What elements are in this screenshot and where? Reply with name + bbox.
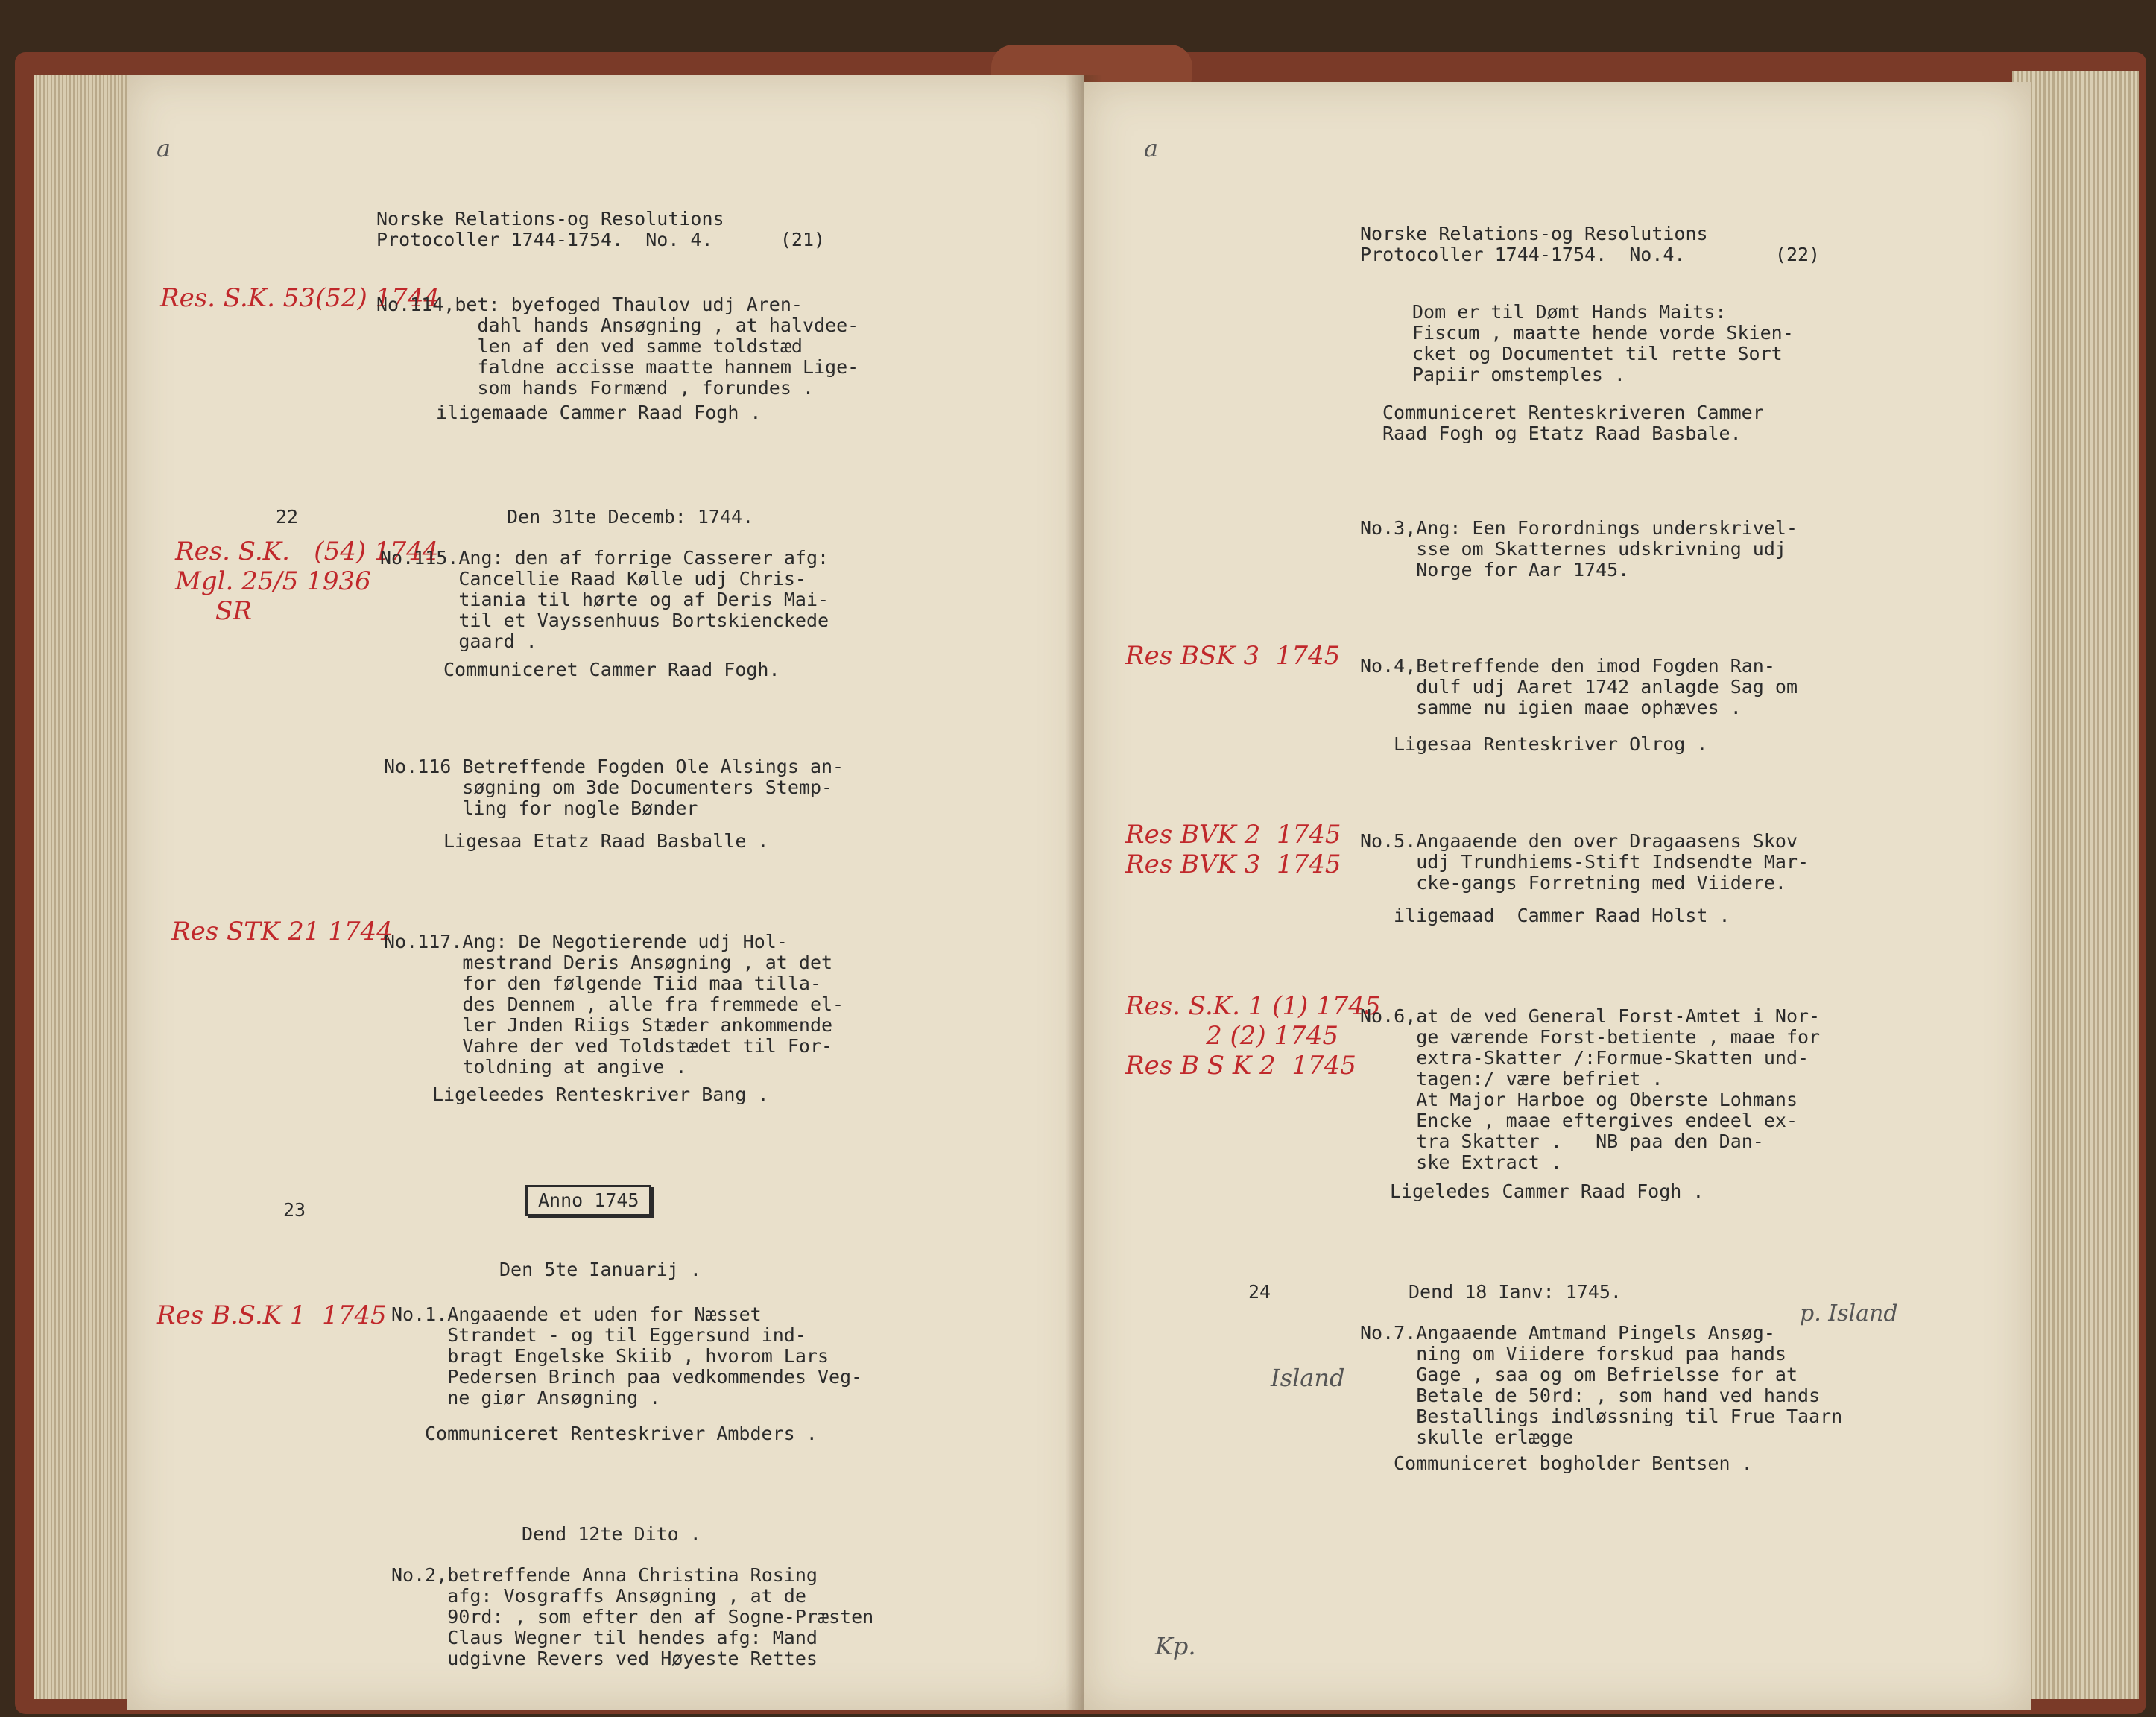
margin-reference: Res. S.K. (54) 1744 Mgl. 25/5 1936 SR	[175, 537, 439, 626]
date-heading: Dend 12te Dito .	[522, 1523, 701, 1545]
entry-text: No.4,Betreffende den imod Fogden Ran- dulf udj Aaret 1742 anlagde Sag om samme nu igien maae ophæves .	[1360, 655, 1798, 718]
margin-reference: Res. S.K. 1 (1) 1745 2 (2) 1745 Res B S K 2 1745	[1125, 991, 1381, 1081]
margin-reference: Res B.S.K 1 1745	[157, 1300, 387, 1330]
entry-text: No.1.Angaaende et uden for Næsset Strandet - og til Eggersund ind- bragt Engelske Skiib , hvorom Lars Pedersen Brinch paa vedkommendes Veg- ne giør Ansøgning .	[391, 1303, 863, 1408]
entry-text: No.114,bet: byefoged Thaulov udj Aren- dahl hands Ansøgning , at halvdee- len af den ved samme toldstæd faldne accisse maatte hannem Lige- som hands Formænd , forundes .	[376, 294, 859, 399]
page-number: 23	[283, 1199, 306, 1221]
entry-note: Communiceret bogholder Bentsen .	[1394, 1452, 1753, 1474]
page-header: Norske Relations-og Resolutions Protocoller 1744-1754. No.4. (22)	[1360, 223, 1821, 265]
entry-text: No.5.Angaaende den over Dragaasens Skov udj Trundhiems-Stift Indsendte Mar- cke-gangs Forretning med Viidere.	[1360, 830, 1809, 894]
left-page-edges	[34, 75, 138, 1699]
page-header: Norske Relations-og Resolutions Protocoller 1744-1754. No. 4. (21)	[376, 208, 826, 250]
entry-note: iligemaad Cammer Raad Holst .	[1394, 905, 1730, 926]
right-page-edges	[2012, 71, 2139, 1699]
entry-note: Communiceret Cammer Raad Fogh.	[443, 659, 780, 680]
entry-note: Ligesaa Renteskriver Olrog .	[1394, 733, 1708, 755]
continuation-text: Dom er til Dømt Hands Maits: Fiscum , maatte hende vorde Skien- cket og Documentet til rette Sort Papiir omstemples .	[1412, 301, 1794, 385]
margin-reference: Res. S.K. 53(52) 1744	[160, 283, 440, 313]
entry-note: iligemaade Cammer Raad Fogh .	[436, 402, 762, 423]
entry-text: No.7.Angaaende Amtmand Pingels Ansøg- ning om Viidere forskud paa hands Gage , saa og om Befrielsse for at Betale de 50rd: , som hand ved hands Bestallings indløssning til Frue Taarn skulle erlægge	[1360, 1322, 1843, 1448]
entry-note: Ligeledes Cammer Raad Fogh .	[1390, 1180, 1704, 1202]
entry-note: Communiceret Renteskriver Ambders .	[425, 1423, 818, 1444]
entry-text: No.116 Betreffende Fogden Ole Alsings an- søgning om 3de Documenters Stemp- ling for nogle Bønder	[384, 756, 844, 819]
margin-reference: Island	[1271, 1364, 1345, 1392]
margin-reference: Res BVK 2 1745 Res BVK 3 1745	[1125, 820, 1341, 879]
margin-reference: Res STK 21 1744	[171, 917, 393, 946]
entry-text: No.6,at de ved General Forst-Amtet i Nor- ge værende Forst-betiente , maae for extra-Skatter /:Formue-Skatten und- tagen:/ være befriet . At Major Harboe og Oberste Lohmans Encke , maae eftergives endeel ex- tra Skatter . NB paa den Dan- ske Extract .	[1360, 1005, 1821, 1173]
pencil-footer: Kp.	[1155, 1632, 1196, 1660]
pencil-letter: a	[157, 134, 171, 162]
left-page	[127, 75, 1084, 1710]
entry-text: No.117.Ang: De Negotierende udj Hol- mestrand Deris Ansøgning , at det for den følgende Tiid maa tilla- des Dennem , alle fra fremmede el- ler Jnden Riigs Stæder ankommende Vahre der ved Toldstædet til For- toldning at angive .	[384, 931, 844, 1078]
entry-note: Ligesaa Etatz Raad Basballe .	[443, 830, 769, 852]
page-number: 22	[276, 506, 299, 528]
entry-text: No.2,betreffende Anna Christina Rosing afg: Vosgraffs Ansøgning , at de 90rd: , som efter den af Sogne-Præsten Claus Wegner til hendes afg: Mand udgivne Revers ved Høyeste Rettes	[391, 1564, 874, 1669]
pencil-letter: a	[1144, 134, 1159, 162]
entry-text: No.3,Ang: Een Forordnings underskrivel- sse om Skatternes udskrivning udj Norge for Aar 1745.	[1360, 517, 1798, 581]
date-heading: Den 31te Decemb: 1744.	[507, 506, 754, 528]
date-heading: Den 5te Ianuarij .	[499, 1259, 701, 1280]
year-box: Anno 1745	[525, 1185, 651, 1216]
entry-note: Ligeleedes Renteskriver Bang .	[432, 1084, 769, 1105]
entry-note: Communiceret Renteskriveren Cammer Raad Fogh og Etatz Raad Basbale.	[1382, 402, 1764, 444]
side-reference: p. Island	[1800, 1300, 1898, 1327]
date-heading: Dend 18 Ianv: 1745.	[1409, 1281, 1622, 1303]
page-number: 24	[1248, 1281, 1271, 1303]
entry-text: No.115.Ang: den af forrige Casserer afg: Cancellie Raad Kølle udj Chris- tiania til hørte og af Deris Mai- til et Vayssenhuus Bortskienckede gaard .	[380, 547, 829, 652]
right-page	[1084, 82, 2031, 1710]
margin-reference: Res BSK 3 1745	[1125, 641, 1341, 671]
